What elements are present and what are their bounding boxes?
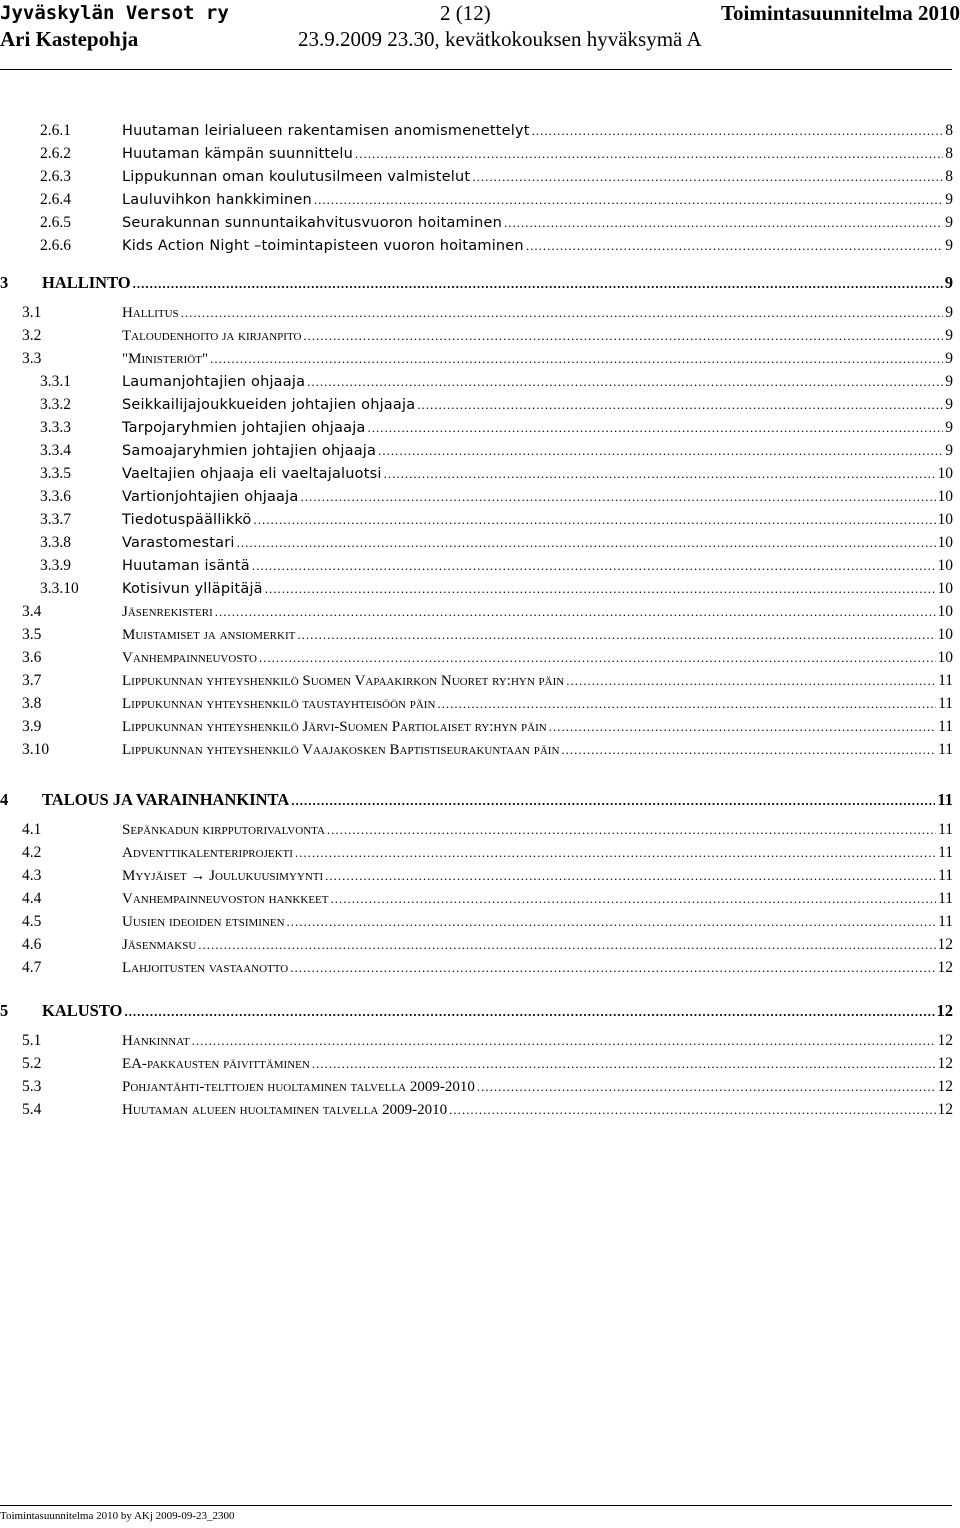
toc-entry-page: 11 [938, 844, 953, 861]
toc-entry-title: KALUSTO [42, 1001, 123, 1020]
toc-entry-page: 12 [937, 1078, 953, 1095]
toc-entry-page: 11 [938, 672, 953, 689]
toc-leader-dots [295, 843, 936, 863]
toc-entry-number: 3.3.8 [40, 534, 71, 551]
toc-leader-dots [307, 372, 943, 392]
toc-entry[interactable] [22, 326, 953, 346]
document-title: Toimintasuunnitelma 2010 [720, 1, 960, 25]
toc-entry-number: 5 [0, 1001, 9, 1020]
toc-entry-page: 12 [936, 1001, 953, 1020]
toc-leader-dots [378, 441, 943, 461]
toc-leader-dots [561, 740, 936, 760]
toc-entry-number: 3.3.3 [40, 419, 71, 436]
toc-entry-title: "Ministeriöt" [122, 351, 209, 367]
toc-entry[interactable] [40, 533, 953, 553]
toc-leader-dots [303, 326, 943, 346]
toc-entry-page: 10 [937, 649, 953, 666]
toc-entry-number: 4.1 [22, 821, 42, 838]
toc-entry[interactable] [22, 1077, 953, 1097]
toc-entry[interactable] [22, 717, 953, 737]
toc-entry-number: 3.8 [22, 695, 42, 712]
toc-leader-dots [287, 912, 937, 932]
header-divider [0, 69, 952, 70]
toc-entry-page: 8 [945, 145, 953, 162]
toc-entry-title: Seurakunnan sunnuntaikahvitusvuoron hoitaminen [122, 215, 502, 231]
toc-entry[interactable] [40, 510, 953, 530]
toc-entry-title: Tiedotuspäällikkö [122, 512, 252, 528]
toc-entry-number: 3.3.10 [40, 580, 79, 597]
toc-leader-dots [300, 487, 935, 507]
footer-divider [0, 1505, 952, 1506]
toc-entry-number: 3.3.9 [40, 557, 71, 574]
toc-entry-page: 9 [945, 373, 953, 390]
toc-entry-number: 4.7 [22, 959, 42, 976]
toc-entry-page: 9 [945, 304, 953, 321]
toc-entry-number: 4.2 [22, 844, 42, 861]
org-name: Jyväskylän Versot ry [0, 2, 229, 24]
toc-leader-dots [325, 866, 936, 886]
toc-entry-page: 11 [938, 821, 953, 838]
toc-leader-dots [417, 395, 943, 415]
toc-entry-page: 12 [937, 959, 953, 976]
toc-entry-title: HALLINTO [42, 273, 131, 292]
toc-leader-dots [314, 190, 943, 210]
toc-entry-number: 5.3 [22, 1078, 42, 1095]
toc-leader-dots [312, 1054, 936, 1074]
toc-entry-number: 3.3.6 [40, 488, 71, 505]
toc-entry-page: 9 [945, 237, 953, 254]
toc-entry-title: Kotisivun ylläpitäjä [122, 581, 263, 597]
toc-entry[interactable] [40, 556, 953, 576]
toc-leader-dots [198, 935, 935, 955]
toc-entry[interactable] [40, 441, 953, 461]
toc-entry[interactable] [40, 121, 953, 141]
toc-entry-page: 10 [937, 488, 953, 505]
toc-entry-number: 3.3.5 [40, 465, 71, 482]
toc-entry-number: 2.6.5 [40, 214, 71, 231]
toc-leader-dots [124, 1002, 934, 1022]
toc-entry-number: 3.7 [22, 672, 42, 689]
toc-entry[interactable] [22, 625, 953, 645]
toc-leader-dots [355, 144, 943, 164]
toc-entry[interactable] [40, 579, 953, 599]
toc-entry-title: Huutaman isäntä [122, 558, 250, 574]
toc-entry[interactable] [40, 372, 953, 392]
toc-entry[interactable] [40, 236, 953, 256]
toc-entry-number: 2.6.6 [40, 237, 71, 254]
toc-entry-title: Huutaman alueen huoltaminen talvella 2009-2010 [122, 1102, 448, 1118]
toc-entry-title: EA-pakkausten päivittäminen [122, 1056, 310, 1072]
toc-entry-page: 11 [938, 718, 953, 735]
toc-leader-dots [297, 625, 935, 645]
toc-entry[interactable] [40, 464, 953, 484]
toc-entry-title: Vanhempainneuvoston hankkeet [122, 891, 329, 907]
toc-entry[interactable] [40, 395, 953, 415]
toc-entry-title: Varastomestari [122, 535, 235, 551]
version-status: 23.9.2009 23.30, kevätkokouksen hyväksymä A [298, 27, 702, 51]
toc-entry-page: 10 [937, 626, 953, 643]
toc-leader-dots [181, 303, 944, 323]
toc-leader-dots [290, 958, 935, 978]
toc-entry[interactable] [22, 912, 953, 932]
toc-entry-title: Taloudenhoito ja kirjanpito [122, 328, 302, 344]
toc-entry-title: Sepänkadun kirpputorivalvonta [122, 822, 325, 838]
toc-entry-number: 2.6.4 [40, 191, 71, 208]
toc-leader-dots [437, 694, 936, 714]
toc-entry-number: 5.4 [22, 1101, 42, 1118]
toc-entry-number: 4.3 [22, 867, 42, 884]
toc-entry[interactable] [22, 694, 953, 714]
toc-leader-dots [327, 820, 936, 840]
toc-entry-title: Hankinnat [122, 1033, 190, 1049]
toc-entry-title: Jäsenmaksu [122, 937, 197, 953]
toc-entry-number: 3.10 [22, 741, 50, 758]
toc-entry-page: 9 [945, 419, 953, 436]
toc-entry-number: 3.4 [22, 603, 42, 620]
toc-entry[interactable] [22, 671, 953, 691]
toc-leader-dots [566, 671, 936, 691]
toc-entry-title: Hallitus [122, 305, 179, 321]
toc-entry[interactable] [22, 1100, 953, 1120]
toc-entry-page: 12 [937, 1032, 953, 1049]
toc-entry-number: 3.3.1 [40, 373, 71, 390]
toc-leader-dots [472, 167, 943, 187]
toc-entry-number: 3.3.2 [40, 396, 71, 413]
toc-leader-dots [449, 1100, 935, 1120]
toc-entry-number: 4 [0, 790, 9, 809]
toc-leader-dots [330, 889, 936, 909]
toc-entry-page: 10 [937, 603, 953, 620]
toc-entry[interactable] [22, 602, 953, 622]
toc-entry[interactable] [22, 648, 953, 668]
toc-entry-number: 5.1 [22, 1032, 42, 1049]
toc-entry-title: Lippukunnan yhteyshenkilö Vaajakosken Baptistiseurakuntaan päin [122, 742, 560, 758]
toc-leader-dots [526, 236, 943, 256]
toc-leader-dots [368, 418, 944, 438]
header-line-1 [0, 0, 960, 26]
toc-entry[interactable] [40, 213, 953, 233]
toc-entry-page: 11 [938, 867, 953, 884]
toc-entry-page: 9 [945, 214, 953, 231]
toc-entry-page: 9 [945, 350, 953, 367]
toc-entry[interactable] [40, 190, 953, 210]
toc-entry-number: 5.2 [22, 1055, 42, 1072]
toc-entry-page: 9 [944, 273, 953, 292]
toc-entry[interactable] [22, 843, 953, 863]
toc-entry-page: 11 [938, 913, 953, 930]
toc-entry[interactable] [22, 958, 953, 978]
toc-entry-page: 8 [945, 122, 953, 139]
toc-entry-page: 12 [937, 936, 953, 953]
toc-entry-number: 3.3 [22, 350, 42, 367]
toc-entry[interactable] [22, 1031, 953, 1051]
toc-entry-page: 10 [937, 534, 953, 551]
toc-entry[interactable] [0, 790, 953, 810]
toc-entry-number: 2.6.3 [40, 168, 71, 185]
toc-entry-number: 3.5 [22, 626, 42, 643]
toc-entry[interactable] [22, 820, 953, 840]
toc-entry[interactable] [22, 935, 953, 955]
toc-entry-page: 10 [937, 557, 953, 574]
toc-entry-number: 2.6.1 [40, 122, 71, 139]
toc-entry-title: Jäsenrekisteri [122, 604, 213, 620]
toc-leader-dots [291, 791, 935, 811]
toc-entry-page: 9 [945, 327, 953, 344]
toc-entry-title: Muistamiset ja ansiomerkit [122, 627, 296, 643]
toc-entry-number: 4.4 [22, 890, 42, 907]
toc-entry-title: Myyjäiset → Joulukuusimyynti [122, 868, 324, 884]
toc-entry-title: Vaeltajien ohjaaja eli vaeltajaluotsi [122, 466, 382, 482]
toc-entry-title: Adventtikalenteriprojekti [122, 845, 293, 861]
toc-entry-page: 10 [937, 580, 953, 597]
toc-entry-title: Vartionjohtajien ohjaaja [122, 489, 299, 505]
toc-entry[interactable] [22, 889, 953, 909]
toc-entry-number: 4.6 [22, 936, 42, 953]
toc-leader-dots [192, 1031, 936, 1051]
toc-entry-title: Tarpojaryhmien johtajien ohjaaja [122, 420, 366, 436]
toc-entry-number: 3.1 [22, 304, 42, 321]
toc-entry-page: 11 [937, 790, 953, 809]
toc-leader-dots [265, 579, 936, 599]
toc-leader-dots [237, 533, 936, 553]
toc-entry-title: Huutaman kämpän suunnittelu [122, 146, 353, 162]
toc-entry[interactable] [0, 1001, 953, 1021]
toc-entry-title: Lippukunnan yhteyshenkilö taustayhteisöön päin [122, 696, 436, 712]
toc-entry[interactable] [22, 740, 953, 760]
toc-entry[interactable] [40, 487, 953, 507]
toc-entry[interactable] [22, 303, 953, 323]
toc-leader-dots [532, 121, 944, 141]
page-indicator: 2 (12) [440, 1, 491, 25]
header-line-2 [0, 26, 960, 52]
toc-leader-dots [210, 349, 943, 369]
toc-entry-title: Uusien ideoiden etsiminen [122, 914, 285, 930]
toc-entry[interactable] [22, 349, 953, 369]
toc-leader-dots [549, 717, 936, 737]
toc-leader-dots [384, 464, 936, 484]
toc-entry-title: Lippukunnan yhteyshenkilö Järvi-Suomen Partiolaiset ry:hyn päin [122, 719, 547, 735]
toc-leader-dots [133, 274, 943, 294]
toc-leader-dots [253, 510, 935, 530]
toc-entry[interactable] [40, 144, 953, 164]
toc-entry-page: 11 [938, 741, 953, 758]
toc-entry-title: Lahjoitusten vastaanotto [122, 960, 289, 976]
toc-entry-page: 10 [937, 465, 953, 482]
toc-entry-page: 11 [938, 890, 953, 907]
toc-entry-page: 11 [938, 695, 953, 712]
toc-leader-dots [215, 602, 936, 622]
toc-entry-page: 9 [945, 396, 953, 413]
toc-leader-dots [504, 213, 943, 233]
toc-leader-dots [252, 556, 936, 576]
toc-entry-title: Lippukunnan oman koulutusilmeen valmistelut [122, 169, 471, 185]
toc-entry-number: 3.2 [22, 327, 42, 344]
toc-entry-number: 3.3.4 [40, 442, 71, 459]
toc-entry-number: 3.6 [22, 649, 42, 666]
toc-entry[interactable] [40, 418, 953, 438]
toc-entry-title: Lauluvihkon hankkiminen [122, 192, 312, 208]
footer-text: Toimintasuunnitelma 2010 by AKj 2009-09-23_2300 [0, 1510, 235, 1522]
toc-entry-title: Laumanjohtajien ohjaaja [122, 374, 306, 390]
toc-entry[interactable] [22, 866, 953, 886]
toc-leader-dots [477, 1077, 936, 1097]
toc-entry-page: 9 [945, 191, 953, 208]
toc-entry-title: Vanhempainneuvosto [122, 650, 257, 666]
toc-entry-page: 8 [945, 168, 953, 185]
toc-entry-number: 3 [0, 273, 9, 292]
toc-entry[interactable] [40, 167, 953, 187]
author-name: Ari Kastepohja [0, 27, 139, 51]
toc-entry-title: Huutaman leirialueen rakentamisen anomismenettelyt [122, 123, 530, 139]
toc-entry-page: 10 [937, 511, 953, 528]
toc-entry-number: 3.9 [22, 718, 42, 735]
toc-entry-page: 12 [937, 1055, 953, 1072]
toc-entry-page: 12 [937, 1101, 953, 1118]
toc-leader-dots [259, 648, 936, 668]
toc-entry-number: 3.3.7 [40, 511, 71, 528]
toc-entry-title: Seikkailijajoukkueiden johtajien ohjaaja [122, 397, 416, 413]
toc-entry-page: 9 [945, 442, 953, 459]
toc-entry-title: Samoajaryhmien johtajien ohjaaja [122, 443, 377, 459]
toc-entry-title: Lippukunnan yhteyshenkilö Suomen Vapaakirkon Nuoret ry:hyn päin [122, 673, 565, 689]
toc-entry[interactable] [22, 1054, 953, 1074]
toc-entry-number: 2.6.2 [40, 145, 71, 162]
toc-entry-title: Pohjantähti-telttojen huoltaminen talvella 2009-2010 [122, 1079, 475, 1095]
toc-entry-title: Kids Action Night –toimintapisteen vuoron hoitaminen [122, 238, 524, 254]
toc-entry[interactable] [0, 273, 953, 293]
toc-entry-title: TALOUS JA VARAINHANKINTA [42, 790, 290, 809]
toc-entry-number: 4.5 [22, 913, 42, 930]
